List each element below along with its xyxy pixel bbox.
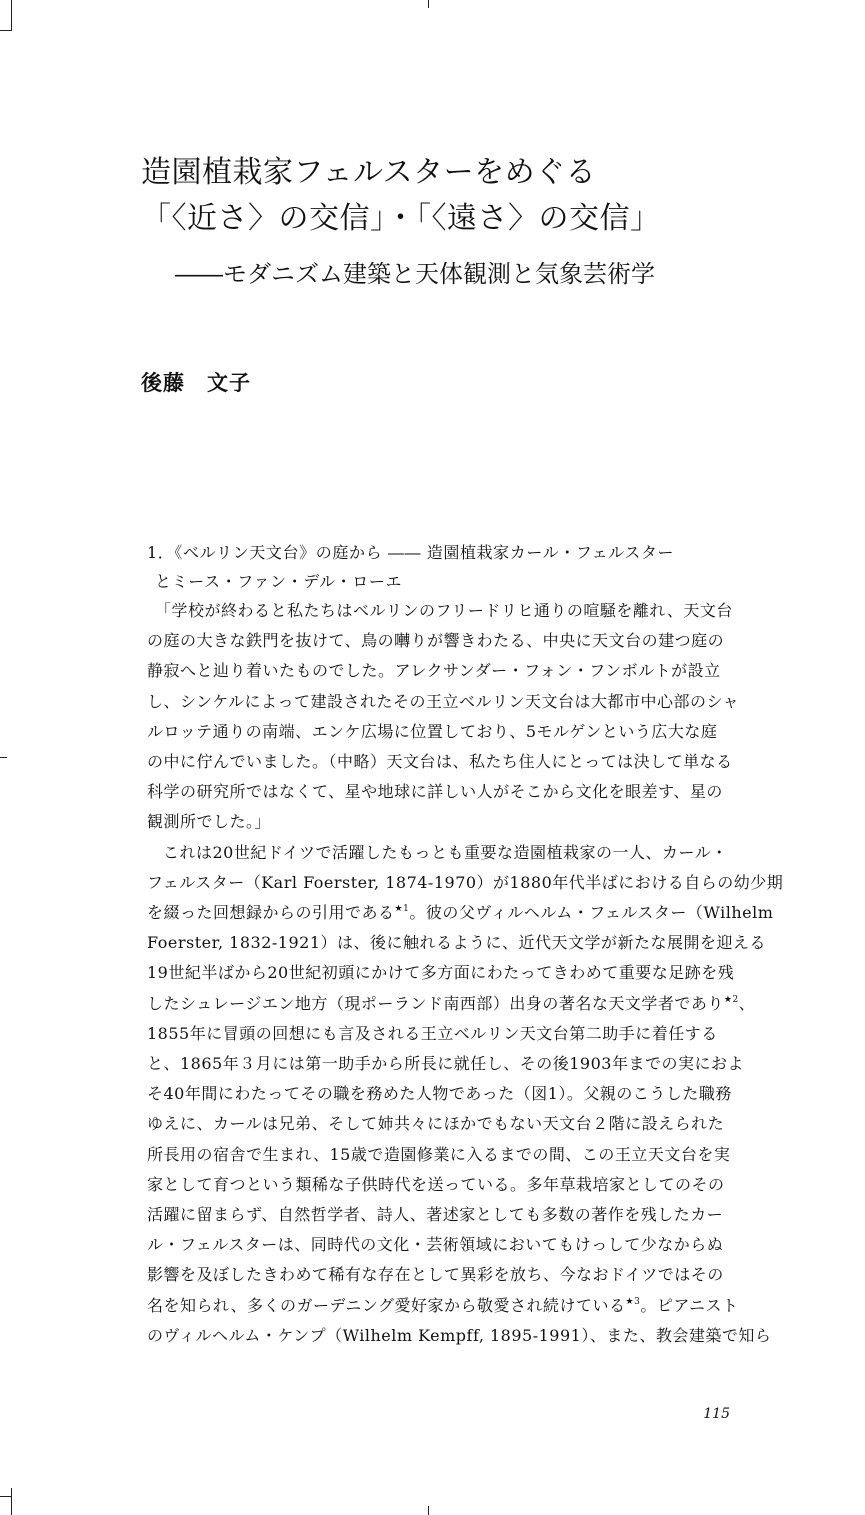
body-line: [147, 898, 774, 928]
section-heading: [147, 538, 727, 596]
body-text: を綴った回想録からの引用である: [147, 903, 395, 923]
body-line: と、1865年３月には第一助手から所長に就任し、その後1903年までの実におよ: [147, 1054, 744, 1074]
crop-mark-left-center: [0, 757, 7, 758]
author-name: 後藤 文子: [141, 370, 251, 395]
crop-mark-bottom-left-v: [11, 1488, 12, 1515]
article-title-block: [141, 150, 761, 294]
section-1: [147, 538, 784, 1351]
crop-mark-bottom-center: [428, 1506, 429, 1515]
article-title-line-1: 造園植栽家フェルスターをめぐる: [141, 155, 597, 190]
page-number: 115: [703, 1406, 730, 1422]
footnote-ref-1[interactable]: ★1: [394, 904, 410, 915]
section-heading-line-2: とミース・ファン・デル・ローエ: [155, 572, 403, 591]
quote-line: し、シンケルによって建設されたその王立ベルリン天文台は大都市中心部のシャ: [147, 691, 740, 711]
body-line: Foerster, 1832-1921）は、後に触れるように、近代天文学が新たな展開を迎える: [147, 933, 766, 953]
body-line: [147, 989, 756, 1019]
body-line: のヴィルヘルム・ケンプ（Wilhelm Kempff, 1895-1991）、また、教会建築で知ら: [147, 1325, 772, 1345]
body-line: 影響を及ぼしたきわめて稀有な存在として異彩を放ち、今なおドイツではその: [147, 1265, 724, 1285]
body-line: 家として育つという類稀な子供時代を送っている。多年草栽培家としてのその: [147, 1174, 725, 1194]
footnote-ref-2[interactable]: ★2: [723, 994, 739, 1005]
crop-mark-top-center: [428, 0, 429, 8]
body-line: ル・フェルスターは、同時代の文化・芸術領域においてもけっして少なからぬ: [147, 1235, 724, 1255]
quote-line: 「学校が終わると私たちはベルリンのフリードリヒ通りの喧騒を離れ、天文台: [155, 601, 733, 620]
quote-line: ルロッテ通りの南端、エンケ広場に位置しており、5モルゲンという広大な庭: [147, 721, 718, 741]
body-text: 、: [738, 993, 756, 1013]
body-paragraph: [147, 838, 784, 1351]
body-text: 名を知られ、多くのガーデニング愛好家から敬愛され続けている: [147, 1295, 626, 1315]
quote-line: の庭の大きな鉄門を抜けて、鳥の囀りが響きわたる、中央に天文台の建つ庭の: [147, 631, 725, 651]
body-text: したシュレージエン地方（現ポーランド南西部）出身の著名な天文学者であり: [147, 993, 724, 1013]
body-line: 活躍に留まらず、自然哲学者、詩人、著述家としても多数の著作を残したカー: [147, 1205, 724, 1225]
quote-line: の中に佇んでいました。（中略）天文台は、私たち住人にとっては決して単なる: [147, 752, 733, 772]
footnote-ref-3[interactable]: ★3: [625, 1296, 641, 1307]
quote-line: 科学の研究所ではなくて、星や地球に詳しい人がそこから文化を眼差す、星の: [147, 782, 723, 802]
body-line: [147, 1291, 739, 1321]
body-line: ゆえに、カールは兄弟、そして姉共々にほかでもない天文台２階に設えられた: [147, 1114, 725, 1134]
body-text: 。ピアニスト: [640, 1295, 739, 1315]
crop-mark-top-left-h: [0, 30, 12, 31]
crop-mark-top-left-v: [11, 0, 12, 30]
crop-mark-bottom-left-h: [0, 1496, 12, 1497]
quote-line: 静寂へと辿り着いたものでした。アレクサンダー・フォン・フンボルトが設立: [147, 661, 721, 681]
article-title-line-2: 「〈近さ〉の交信」・「〈遠さ〉の交信」: [141, 201, 661, 236]
body-text: 。彼の父ヴィルヘルム・フェルスター（Wilhelm: [409, 903, 774, 923]
quote-line: 観測所でした。」: [147, 812, 272, 832]
body-line: これは20世紀ドイツで活躍したもっとも重要な造園植栽家の一人、カール・: [163, 842, 728, 862]
section-heading-line-1: 1．《ベルリン天文台》の庭から ―― 造園植栽家カール・フェルスター: [147, 543, 675, 562]
body-line: 所長用の宿舎で生まれ、15歳で造園修業に入るまでの間、この王立天文台を実: [147, 1144, 731, 1164]
article-subtitle: ――モダニズム建築と天体観測と気象芸術学: [175, 260, 655, 288]
body-line: 19世紀半ばから20世紀初頭にかけて多方面にわたってきわめて重要な足跡を残: [147, 963, 735, 983]
body-line: 1855年に冒頭の回想にも言及される王立ベルリン天文台第二助手に着任する: [147, 1023, 718, 1043]
body-line: そ40年間にわたってその職を務めた人物であった（図1）。父親のこうした職務: [147, 1084, 732, 1104]
body-line: フェルスター（Karl Foerster, 1874-1970）が1880年代半ばにおける自らの幼少期: [147, 872, 784, 892]
quote-paragraph: [147, 596, 740, 838]
